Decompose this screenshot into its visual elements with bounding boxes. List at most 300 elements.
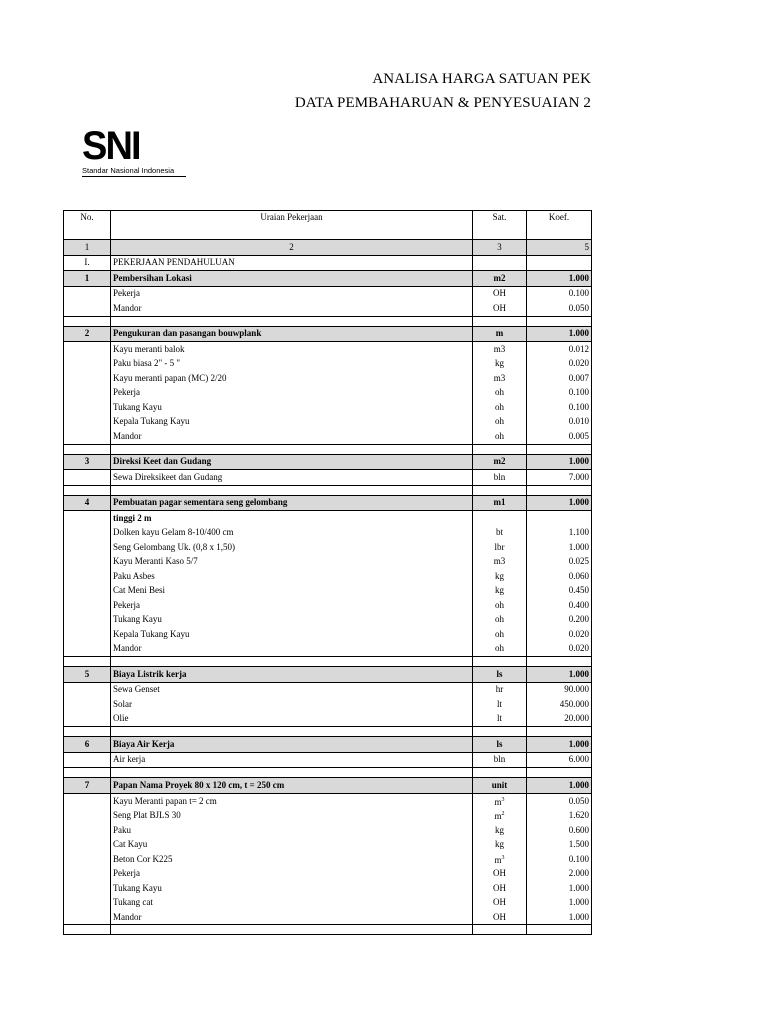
item-coefficient-text: 1.000 <box>568 897 589 908</box>
item-coefficient <box>527 852 592 867</box>
empty-cell <box>64 526 111 541</box>
item-name <box>111 852 473 867</box>
group-title-text: Pembersihan Lokasi <box>113 272 192 283</box>
empty-cell <box>64 682 111 697</box>
item-coefficient-text: 0.400 <box>568 599 589 610</box>
item-unit-text: lt <box>496 698 502 709</box>
group-title-text: Biaya Listrik kerja <box>113 668 187 679</box>
empty-cell <box>64 627 111 642</box>
empty-cell <box>64 895 111 910</box>
item-coefficient-text: 20.000 <box>564 713 589 724</box>
col-header-no: No. <box>64 211 111 240</box>
empty-cell <box>64 444 111 454</box>
group-coefficient-text: 1.000 <box>568 272 589 283</box>
item-name <box>111 895 473 910</box>
group-coefficient <box>527 326 592 342</box>
group-header-row <box>64 667 592 683</box>
item-name <box>111 357 473 372</box>
group-unit <box>473 737 527 753</box>
item-coefficient-text: 7.000 <box>568 471 589 482</box>
item-coefficient-text: 0.012 <box>568 343 589 354</box>
item-unit-text: m3 <box>493 343 506 354</box>
item-coefficient <box>527 555 592 570</box>
item-row <box>64 866 592 881</box>
item-coefficient <box>527 540 592 555</box>
item-coefficient <box>527 793 592 808</box>
item-row <box>64 286 592 301</box>
group-title <box>111 271 473 287</box>
group-title <box>111 326 473 342</box>
index-sat: 3 <box>473 240 527 256</box>
empty-cell <box>111 444 473 454</box>
item-row <box>64 357 592 372</box>
item-coefficient-text: 0.020 <box>568 358 589 369</box>
section-row <box>64 255 592 271</box>
item-name-text: Cat Meni Besi <box>113 585 165 596</box>
item-coefficient-text: 0.100 <box>568 401 589 412</box>
item-row <box>64 584 592 599</box>
item-unit <box>473 712 527 727</box>
item-unit <box>473 555 527 570</box>
item-row <box>64 697 592 712</box>
group-no-text: 6 <box>84 738 90 749</box>
empty-cell <box>64 540 111 555</box>
group-title-text: Biaya Air Kerja <box>113 738 175 749</box>
item-name-text: Seng Gelombang Uk. (0,8 x 1,50) <box>113 541 235 552</box>
item-name-text: Seng Plat BJLS 30 <box>113 810 181 821</box>
group-unit-text: m <box>495 328 504 339</box>
empty-cell <box>473 727 527 737</box>
item-name <box>111 793 473 808</box>
empty-cell <box>527 511 592 526</box>
item-unit-text: oh <box>495 401 504 412</box>
analysis-table-body <box>64 211 592 935</box>
item-coefficient-text: 1.000 <box>568 541 589 552</box>
item-unit <box>473 613 527 628</box>
empty-cell <box>64 793 111 808</box>
item-coefficient-text: 6.000 <box>568 754 589 765</box>
item-coefficient <box>527 386 592 401</box>
item-name <box>111 429 473 444</box>
page-subtitle: DATA PEMBAHARUAN & PENYESUAIAN 2 <box>294 95 591 111</box>
unit-superscript: 3 <box>501 854 505 861</box>
item-name-text: Tukang cat <box>113 897 153 908</box>
item-coefficient-text: 1.100 <box>568 527 589 538</box>
item-unit <box>473 526 527 541</box>
item-name <box>111 415 473 430</box>
item-coefficient-text: 0.020 <box>568 628 589 639</box>
empty-cell <box>64 415 111 430</box>
empty-cell <box>111 768 473 778</box>
group-coefficient-text: 1.000 <box>568 456 589 467</box>
item-unit-text: m3 <box>493 556 506 567</box>
empty-cell <box>64 286 111 301</box>
item-row <box>64 627 592 642</box>
item-row <box>64 752 592 768</box>
item-coefficient-text: 0.100 <box>568 853 589 864</box>
item-coefficient <box>527 910 592 925</box>
empty-cell <box>64 925 111 935</box>
item-name-text: Pekerja <box>113 288 140 299</box>
unit-superscript: 3 <box>501 796 505 803</box>
blank-separator-row <box>64 768 592 778</box>
item-unit-text: OH <box>493 882 506 893</box>
empty-cell <box>64 881 111 896</box>
empty-cell <box>64 852 111 867</box>
group-coefficient-text: 1.000 <box>568 779 589 790</box>
item-name-text: Pekerja <box>113 387 140 398</box>
group-no-text: 4 <box>84 497 90 508</box>
section-title: PEKERJAAN PENDAHULUAN <box>111 255 473 271</box>
item-name-text: Dolken kayu Gelam 8-10/400 cm <box>113 527 234 538</box>
group-unit-text: ls <box>496 668 503 679</box>
item-unit <box>473 400 527 415</box>
item-unit <box>473 470 527 486</box>
item-name-text: Cat Kayu <box>113 839 148 850</box>
group-header-row <box>64 495 592 511</box>
item-unit <box>473 540 527 555</box>
item-row <box>64 470 592 486</box>
group-no <box>64 667 111 683</box>
item-row <box>64 371 592 386</box>
empty-cell <box>64 598 111 613</box>
item-coefficient <box>527 613 592 628</box>
item-unit <box>473 852 527 867</box>
item-coefficient-text: 1.000 <box>568 911 589 922</box>
item-coefficient <box>527 371 592 386</box>
item-unit-text: oh <box>495 416 504 427</box>
item-coefficient <box>527 837 592 852</box>
item-name-text: Olie <box>113 713 129 724</box>
item-coefficient <box>527 569 592 584</box>
item-coefficient-text: 0.600 <box>568 824 589 835</box>
item-row <box>64 569 592 584</box>
empty-cell <box>64 657 111 667</box>
empty-cell <box>111 925 473 935</box>
item-name-text: Sewa Genset <box>113 684 160 695</box>
empty-cell <box>111 316 473 326</box>
group-no-text: 3 <box>84 456 90 467</box>
item-name <box>111 881 473 896</box>
item-unit-text: OH <box>493 288 506 299</box>
item-coefficient <box>527 712 592 727</box>
group-header-row <box>64 454 592 470</box>
item-unit-text: kg <box>495 839 504 850</box>
empty-cell <box>473 511 527 526</box>
empty-cell <box>64 301 111 316</box>
item-coefficient <box>527 823 592 838</box>
blank-separator-row <box>64 657 592 667</box>
item-name-text: Kayu Meranti papan t= 2 cm <box>113 795 217 806</box>
item-coefficient <box>527 357 592 372</box>
blank-separator-row <box>64 727 592 737</box>
item-unit-text: oh <box>495 614 504 625</box>
item-coefficient-text: 2.000 <box>568 868 589 879</box>
blank-separator-row <box>64 925 592 935</box>
item-name-text: Kayu Meranti Kaso 5/7 <box>113 556 198 567</box>
item-coefficient-text: 90.000 <box>564 684 589 695</box>
item-unit <box>473 910 527 925</box>
item-name <box>111 752 473 768</box>
empty-cell <box>64 752 111 768</box>
item-name-text: Kayu meranti balok <box>113 343 185 354</box>
item-name-text: Solar <box>113 698 132 709</box>
item-name-text: Tukang Kayu <box>113 401 162 412</box>
item-row <box>64 910 592 925</box>
item-coefficient-text: 0.060 <box>568 570 589 581</box>
item-row <box>64 808 592 823</box>
item-name <box>111 682 473 697</box>
empty-cell <box>64 584 111 599</box>
item-unit <box>473 286 527 301</box>
item-name <box>111 470 473 486</box>
group-unit-text: m2 <box>493 272 506 283</box>
item-coefficient-text: 0.200 <box>568 614 589 625</box>
item-coefficient <box>527 526 592 541</box>
item-row <box>64 555 592 570</box>
item-name-text: Beton Cor K225 <box>113 853 173 864</box>
empty-cell <box>64 400 111 415</box>
item-row <box>64 793 592 808</box>
item-coefficient <box>527 342 592 357</box>
empty-cell <box>64 727 111 737</box>
item-coefficient <box>527 584 592 599</box>
item-unit <box>473 627 527 642</box>
group-title-text: Pembuatan pagar sementara seng gelombang <box>113 497 288 508</box>
item-row <box>64 881 592 896</box>
item-row <box>64 386 592 401</box>
empty-cell <box>64 342 111 357</box>
group-unit <box>473 778 527 794</box>
item-coefficient-text: 0.010 <box>568 416 589 427</box>
item-name <box>111 808 473 823</box>
item-unit <box>473 881 527 896</box>
empty-cell <box>64 866 111 881</box>
group-no <box>64 495 111 511</box>
item-row <box>64 642 592 657</box>
group-header-row <box>64 737 592 753</box>
group-coefficient-text: 1.000 <box>568 328 589 339</box>
item-name <box>111 712 473 727</box>
item-name <box>111 823 473 838</box>
item-row <box>64 429 592 444</box>
item-coefficient-text: 0.100 <box>568 288 589 299</box>
item-name <box>111 371 473 386</box>
item-unit-text: m3 <box>493 372 506 383</box>
item-row <box>64 837 592 852</box>
item-unit-text: oh <box>495 387 504 398</box>
item-name <box>111 697 473 712</box>
item-row <box>64 823 592 838</box>
group-coefficient <box>527 737 592 753</box>
empty-cell <box>64 642 111 657</box>
item-coefficient <box>527 881 592 896</box>
item-coefficient <box>527 286 592 301</box>
empty-cell <box>64 697 111 712</box>
item-coefficient <box>527 682 592 697</box>
item-unit <box>473 697 527 712</box>
empty-cell <box>64 485 111 495</box>
item-coefficient <box>527 866 592 881</box>
empty-cell <box>527 925 592 935</box>
item-unit-text: lt <box>496 713 502 724</box>
item-unit <box>473 866 527 881</box>
col-header-sat: Sat. <box>473 211 527 240</box>
item-unit-text: hr <box>495 684 504 695</box>
item-unit-text: oh <box>495 430 504 441</box>
analysis-table <box>63 210 592 935</box>
empty-cell <box>64 470 111 486</box>
group-coefficient <box>527 778 592 794</box>
group-no <box>64 271 111 287</box>
blank-separator-row <box>64 485 592 495</box>
item-unit-text: OH <box>493 868 506 879</box>
item-name <box>111 627 473 642</box>
item-unit <box>473 823 527 838</box>
item-coefficient <box>527 642 592 657</box>
item-unit <box>473 342 527 357</box>
empty-cell <box>64 837 111 852</box>
item-name <box>111 584 473 599</box>
item-name-text: Air kerja <box>113 754 146 765</box>
group-unit <box>473 326 527 342</box>
item-name-text: Sewa Direksikeet dan Gudang <box>113 471 223 482</box>
empty-cell <box>64 808 111 823</box>
empty-cell <box>473 657 527 667</box>
item-name <box>111 837 473 852</box>
item-unit <box>473 371 527 386</box>
item-name <box>111 526 473 541</box>
group-coefficient-text: 1.000 <box>568 497 589 508</box>
group-no <box>64 778 111 794</box>
empty-cell <box>64 316 111 326</box>
empty-cell <box>64 386 111 401</box>
item-coefficient-text: 1.620 <box>568 810 589 821</box>
item-unit-text: m <box>494 854 502 865</box>
item-name-text: Kepala Tukang Kayu <box>113 416 190 427</box>
item-unit <box>473 429 527 444</box>
column-index-row <box>64 240 592 256</box>
item-unit-text: oh <box>495 599 504 610</box>
group-title <box>111 778 473 794</box>
group-title <box>111 495 473 511</box>
group-title-text: Direksi Keet dan Gudang <box>113 456 212 467</box>
item-unit <box>473 895 527 910</box>
item-unit-text: kg <box>495 585 504 596</box>
group-coefficient <box>527 495 592 511</box>
group-coefficient <box>527 271 592 287</box>
item-unit <box>473 584 527 599</box>
item-row <box>64 540 592 555</box>
item-name <box>111 569 473 584</box>
item-coefficient <box>527 301 592 316</box>
item-name <box>111 342 473 357</box>
item-row <box>64 895 592 910</box>
sni-logo <box>82 126 192 178</box>
item-row <box>64 598 592 613</box>
empty-cell <box>527 657 592 667</box>
item-row <box>64 682 592 697</box>
item-unit <box>473 301 527 316</box>
group-title <box>111 737 473 753</box>
empty-cell <box>111 485 473 495</box>
item-name <box>111 400 473 415</box>
item-row <box>64 852 592 867</box>
group-unit <box>473 271 527 287</box>
item-unit-text: OH <box>493 911 506 922</box>
item-row <box>64 526 592 541</box>
item-unit-text: OH <box>493 897 506 908</box>
section-no: I. <box>64 255 111 271</box>
item-unit <box>473 598 527 613</box>
item-coefficient <box>527 697 592 712</box>
item-coefficient <box>527 808 592 823</box>
item-row <box>64 712 592 727</box>
empty-cell <box>527 768 592 778</box>
item-unit-text: bt <box>495 527 503 538</box>
group-coefficient <box>527 667 592 683</box>
item-name-text: Mandor <box>113 302 142 313</box>
empty-cell <box>64 569 111 584</box>
item-unit <box>473 415 527 430</box>
group-header-row <box>64 326 592 342</box>
item-name-text: Pekerja <box>113 599 140 610</box>
sni-logo-subtitle: Standar Nasional Indonesia <box>82 166 175 175</box>
item-unit <box>473 752 527 768</box>
item-unit <box>473 682 527 697</box>
item-row <box>64 301 592 316</box>
empty-cell <box>64 823 111 838</box>
item-name <box>111 642 473 657</box>
item-unit-text: kg <box>495 358 504 369</box>
item-row <box>64 342 592 357</box>
empty-cell <box>527 444 592 454</box>
item-row <box>64 415 592 430</box>
item-coefficient-text: 1.000 <box>568 882 589 893</box>
empty-cell <box>64 910 111 925</box>
group-no <box>64 454 111 470</box>
empty-cell <box>64 429 111 444</box>
group-no-text: 1 <box>84 272 90 283</box>
item-coefficient <box>527 415 592 430</box>
unit-superscript: 2 <box>501 811 505 818</box>
item-unit <box>473 386 527 401</box>
logo-underline <box>82 176 186 177</box>
item-name <box>111 286 473 301</box>
item-name-text: Mandor <box>113 430 142 441</box>
item-coefficient <box>527 400 592 415</box>
item-name-text: Pekerja <box>113 868 140 879</box>
item-name <box>111 301 473 316</box>
group-unit-text: m1 <box>493 497 506 508</box>
group-no-text: 5 <box>84 668 90 679</box>
item-name <box>111 555 473 570</box>
item-name-text: Paku <box>113 824 131 835</box>
blank-separator-row <box>64 444 592 454</box>
item-name <box>111 910 473 925</box>
group-unit-text: unit <box>491 779 508 790</box>
item-coefficient <box>527 429 592 444</box>
item-row <box>64 400 592 415</box>
group-unit-text: ls <box>496 738 503 749</box>
item-unit-text: lbr <box>494 541 505 552</box>
item-coefficient <box>527 470 592 486</box>
group-title-continued-row <box>64 511 592 526</box>
item-coefficient <box>527 752 592 768</box>
group-coefficient-text: 1.000 <box>568 738 589 749</box>
item-unit <box>473 793 527 808</box>
empty-cell <box>111 657 473 667</box>
